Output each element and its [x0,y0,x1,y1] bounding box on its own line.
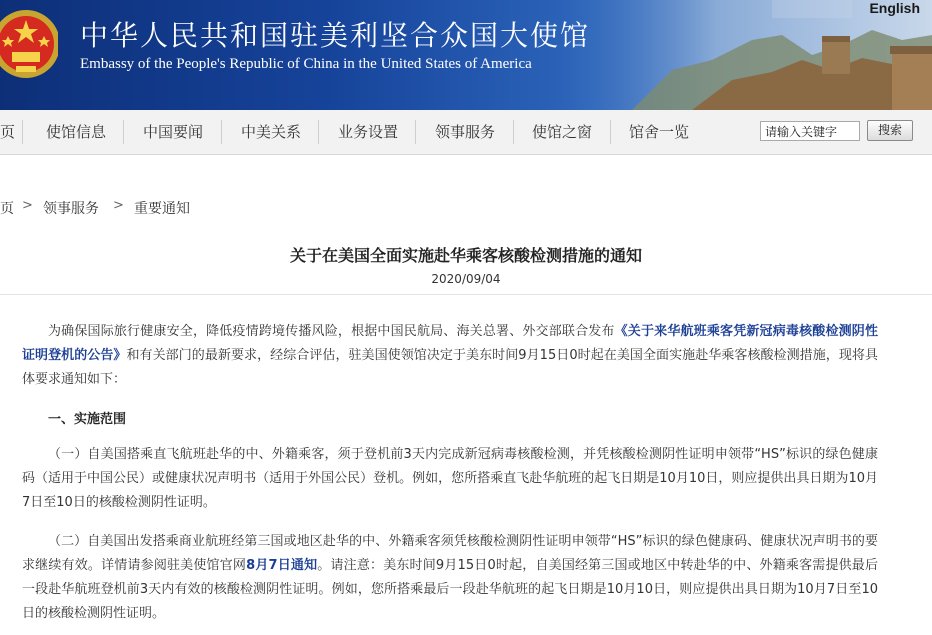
site-title-chinese: 中华人民共和国驻美利坚合众国大使馆 [80,19,591,52]
nav-divider [610,120,611,144]
nav-divider [513,120,514,144]
search-button[interactable]: 搜索 [867,120,913,141]
chevron-right-icon: > [113,198,124,213]
nav-item-china-us-relations[interactable]: 中美关系 [241,123,302,141]
announcement-link[interactable]: 《关于来华航班乘客凭新冠病毒核酸检测阴性证明登机的公告》 [22,324,878,363]
section-heading-scope: 一、实施范围 [48,412,127,427]
nav-item-embassy-info[interactable]: 使馆信息 [46,123,107,141]
nav-item-services[interactable]: 业务设置 [338,123,399,141]
article-paragraph-direct-flights: （一）自美国搭乘直飞航班赴华的中、外籍乘客，须于登机前3天内完成新冠病毒核酸检测，并凭核酸检测阴性证明申领带“HS”标识的绿色健康码（适用于中国公民）或健康状况声明书（适用于外国公民）登机。例如，您所搭乘直飞赴华航班的起飞日期是10月10日，则应提供出具日期为10月7日至10日的核酸检测阴性证明。 [22,447,878,510]
nav-item-premises[interactable]: 馆舍一览 [629,123,690,141]
paragraph-text: （二）自美国出发搭乘商业航班经第三国或地区赴华的中、外籍乘客须凭核酸检测阴性证明申领带“HS”标识的绿色健康码、健康状况声明书的要求继续有效。详情请参阅驻美使馆官网 [22,534,878,573]
nav-divider [221,120,222,144]
august-7-notice-link[interactable]: 8月7日通知 [246,558,318,573]
nav-item-home[interactable]: 页 [0,123,16,141]
great-wall-image [572,0,932,110]
article-paragraph-intro [22,320,878,392]
nav-divider [123,120,124,144]
site-title-english: Embassy of the People's Republic of China in the United States of America [80,56,532,72]
english-language-link[interactable]: English [869,0,920,16]
nav-item-china-news[interactable]: 中国要闻 [143,123,204,141]
nav-divider [415,120,416,144]
nav-item-embassy-window[interactable]: 使馆之窗 [532,123,593,141]
breadcrumb-home[interactable]: 页 [0,201,14,217]
article-title: 关于在美国全面实施赴华乘客核酸检测措施的通知 [289,246,642,265]
paragraph-text: 。请注意：美东时间9月15日0时起，自美国经第三国或地区中转赴华的中、外籍乘客需提供最后一段赴华航班登机前3天内有效的核酸检测阴性证明。例如，您所搭乘最后一段赴华航班的起飞日期是10月10日，则应提供出具日期为10月7日至10日的核酸检测阴性证明。 [22,558,878,621]
nav-item-consular-services[interactable]: 领事服务 [435,123,496,141]
nav-divider [318,120,319,144]
national-emblem-icon [0,6,58,84]
nav-divider [22,120,23,144]
article-date: 2020/09/04 [431,272,501,286]
breadcrumb-important-notice[interactable]: 重要通知 [134,201,190,217]
header-banner [0,0,932,110]
breadcrumb-consular-services[interactable]: 领事服务 [43,201,99,217]
title-divider [0,294,932,295]
chevron-right-icon: > [22,198,33,213]
paragraph-text: 和有关部门的最新要求，经综合评估，驻美国使领馆决定于美东时间9月15日0时起在美国全面实施赴华乘客核酸检测措施，现将具体要求通知如下： [22,348,878,387]
search-input[interactable]: 请输入关键字 [760,121,860,141]
article-paragraph-transit-flights [22,530,878,626]
paragraph-text: 为确保国际旅行健康安全，降低疫情跨境传播风险，根据中国民航局、海关总署、外交部联合发布 [48,324,615,339]
